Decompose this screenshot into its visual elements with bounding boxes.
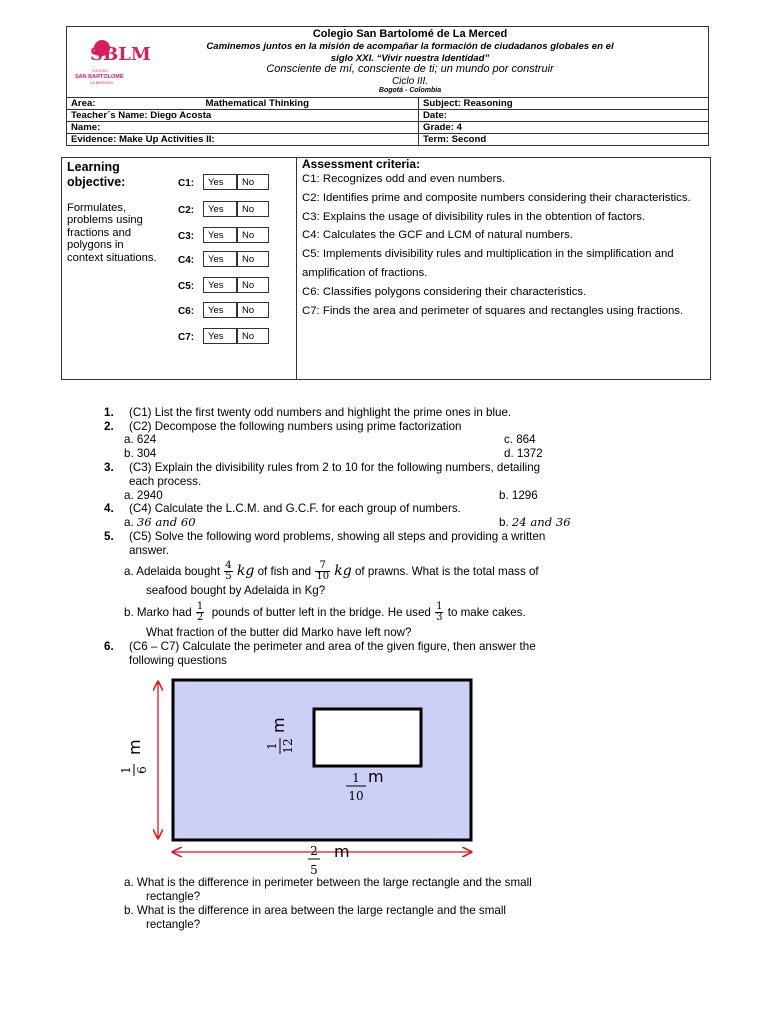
q2-option-a: a. 624	[124, 433, 157, 446]
small-rectangle	[314, 709, 421, 766]
q2-option-c: c. 864	[504, 433, 536, 446]
q3-option-b: b. 1296	[499, 489, 538, 502]
city-label: Bogotá - Colombia	[378, 87, 442, 94]
q4-text: (C4) Calculate the L.C.M. and G.C.F. for each group of numbers.	[129, 502, 461, 515]
q2-option-b: b. 304	[124, 447, 157, 460]
svg-text:2: 2	[310, 844, 318, 858]
yes-box[interactable]: Yes	[203, 302, 237, 318]
teacher-cell: Teacher´s Name: Diego Acosta	[67, 110, 419, 122]
q1-number: 1.	[104, 406, 114, 419]
assessment-list	[302, 170, 706, 320]
area-cell: Area: Mathematical Thinking	[67, 98, 419, 110]
term-cell: Term: Second	[419, 134, 709, 146]
q5-option-b-line2: What fraction of the butter did Marko have left now?	[146, 626, 412, 639]
q4-option-a: a. 36 and 60	[124, 515, 196, 529]
svg-text:m: m	[334, 842, 350, 861]
criterion-c5: C5: Implements divisibility rules and multiplication in the simplification and amplification of fractions.	[302, 248, 674, 279]
q5-number: 5.	[104, 530, 114, 543]
criterion-c1: C1: Recognizes odd and even numbers.	[302, 173, 506, 185]
date-cell: Date:	[419, 110, 709, 122]
svg-text:m: m	[125, 739, 144, 755]
yes-box[interactable]: Yes	[203, 174, 237, 190]
yes-box[interactable]: Yes	[203, 251, 237, 267]
info-table	[66, 97, 709, 146]
svg-text:SAN BARTOLOMÉ: SAN BARTOLOMÉ	[75, 74, 124, 80]
q4-option-b: b. 24 and 36	[499, 515, 571, 529]
yes-box[interactable]: Yes	[203, 328, 237, 344]
svg-text:1: 1	[119, 766, 133, 774]
fraction: $\frac{1}{3}$	[436, 601, 443, 624]
q2-number: 2.	[104, 420, 114, 433]
logo-letters: SBLM	[90, 44, 151, 65]
name-cell: Name:	[67, 122, 419, 134]
fraction: $\frac{1}{2}$	[196, 601, 204, 624]
criterion-c6: C6: Classifies polygons considering their characteristics.	[302, 285, 587, 298]
svg-text:LA MERCED: LA MERCED	[90, 80, 114, 85]
no-box[interactable]: No	[237, 251, 269, 267]
rectangle-figure	[100, 668, 500, 880]
q3-number: 3.	[104, 461, 114, 474]
yes-box[interactable]: Yes	[203, 227, 237, 243]
height-label	[119, 739, 149, 776]
q3-option-a: a. 2940	[124, 489, 163, 502]
grade-cell: Grade: 4	[419, 122, 709, 134]
q3-text: (C3) Explain the divisibility rules from 2 to 10 for the following numbers, detailing each process.	[129, 461, 541, 488]
criterion-c4: C4: Calculates the GCF and LCM of natural numbers.	[302, 229, 573, 242]
svg-text:12: 12	[281, 738, 295, 754]
q6-option-b: b. What is the difference in area between the large rectangle and the small rectangle?	[124, 904, 506, 931]
svg-text:1: 1	[265, 742, 279, 750]
svg-text:10: 10	[348, 789, 364, 803]
criteria-divider	[296, 157, 297, 379]
fraction: $\frac{7}{10}$	[316, 560, 330, 583]
q5-option-b: b. Marko had $\frac{1}{2}$ pounds of butter left in the bridge. He used $\frac{1}{3}$ to make cakes.	[124, 601, 526, 624]
learning-objective-title: Learning objective:	[67, 160, 126, 189]
no-box[interactable]: No	[237, 174, 269, 190]
q2-option-d: d. 1372	[504, 447, 543, 460]
svg-text:m: m	[269, 717, 288, 733]
width-label	[308, 842, 350, 877]
q1-text: (C1) List the first twenty odd numbers and highlight the prime ones in blue.	[129, 406, 512, 419]
svg-text:6: 6	[135, 766, 149, 774]
subject-cell: Subject: Reasoning	[419, 98, 709, 110]
criterion-c7: C7: Finds the area and perimeter of squares and rectangles using fractions.	[302, 304, 684, 317]
school-motto: Caminemos juntos en la misión de acompañar la formación de ciudadanos globales en el siglo XXI. “Vivir nuestra Identidad”	[206, 41, 614, 64]
cycle-label: Ciclo III.	[391, 76, 429, 87]
q6-number: 6.	[104, 640, 114, 653]
evidence-cell: Evidence: Make Up Activities II:	[67, 134, 419, 146]
criterion-c2: C2: Identifies prime and composite numbers considering their characteristics.	[302, 191, 691, 204]
school-name: Colegio San Bartolomé de La Merced	[312, 28, 508, 40]
yes-box[interactable]: Yes	[203, 277, 237, 293]
no-box[interactable]: No	[237, 302, 269, 318]
q6-text: (C6 – C7) Calculate the perimeter and area of the given figure, then answer the following questions	[129, 640, 536, 667]
svg-text:m: m	[368, 767, 384, 786]
fraction: $\frac{4}{5}$	[225, 560, 232, 583]
q5-text: (C5) Solve the following word problems, showing all steps and providing a written answer.	[129, 530, 546, 557]
q5-option-a-line2: seafood bought by Adelaida in Kg?	[146, 584, 326, 597]
learning-objective-body: Formulates, problems using fractions and polygons in context situations.	[67, 202, 157, 264]
criterion-c3: C3: Explains the usage of divisibility rules in the obtention of factors.	[302, 210, 646, 223]
svg-text:5: 5	[310, 863, 318, 877]
yes-box[interactable]: Yes	[203, 201, 237, 217]
q5-option-a: a. Adelaida bought $\frac{4}{5}$ kg of fish and $\frac{7}{10}$ kg of prawns. What is the total mass of	[124, 560, 539, 583]
q2-text: (C2) Decompose the following numbers using prime factorization	[129, 420, 462, 433]
school-logo	[70, 36, 151, 94]
no-box[interactable]: No	[237, 277, 269, 293]
q4-number: 4.	[104, 502, 114, 515]
school-slogan: Consciente de mí, consciente de ti; un mundo por construir	[266, 63, 554, 75]
q6-option-a: a. What is the difference in perimeter between the large rectangle and the small rectangle?	[124, 876, 532, 903]
no-box[interactable]: No	[237, 201, 269, 217]
svg-text:1: 1	[352, 771, 360, 785]
assessment-title: Assessment criteria:	[302, 157, 421, 171]
no-box[interactable]: No	[237, 227, 269, 243]
svg-text:COLEGIO: COLEGIO	[92, 69, 108, 73]
no-box[interactable]: No	[237, 328, 269, 344]
